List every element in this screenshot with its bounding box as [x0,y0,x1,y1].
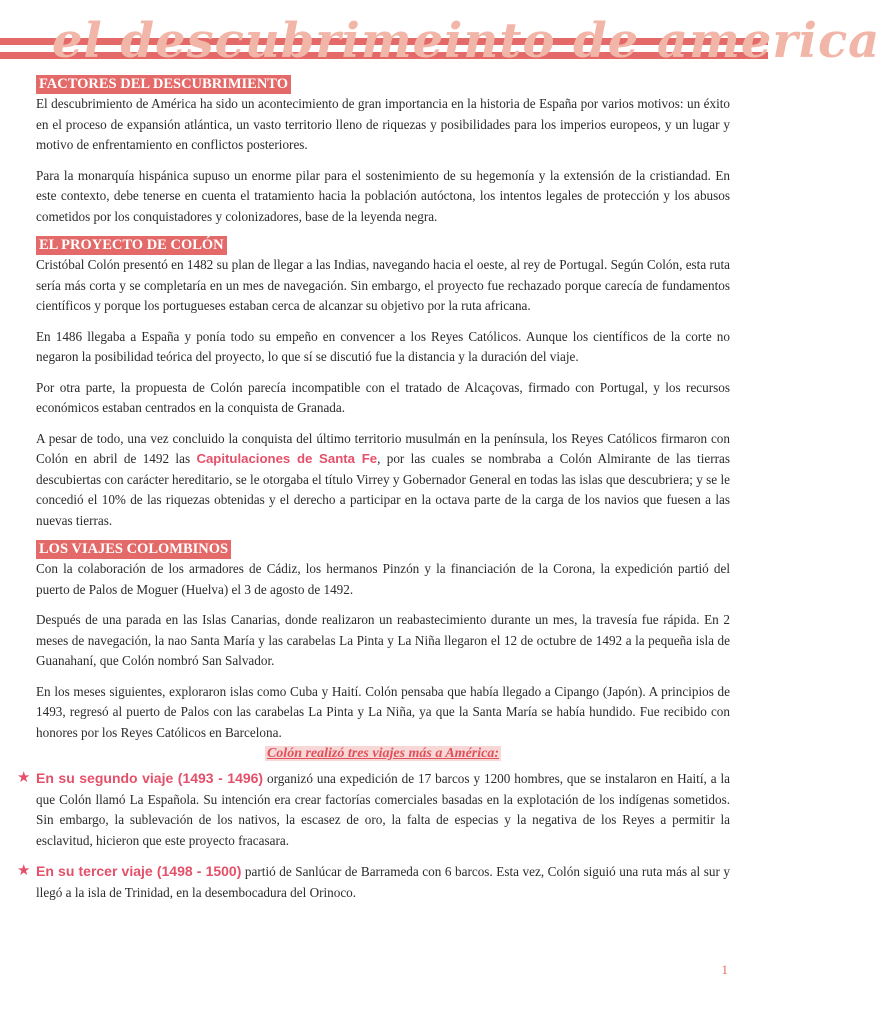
paragraph: Por otra parte, la propuesta de Colón parecía incompatible con el tratado de Alcaçovas, firmado con Portugal, y los recursos económicos estaban centrados en la conquista de Granada. [36,379,730,415]
section-heading-proyecto: EL PROYECTO DE COLÓN [36,236,227,255]
paragraph-text: , por las cuales se nombraba a Colón Almirante de las tierras descubiertas con carácter hereditario, se le otorgaba el título Virrey y Gobernador General en todas las islas que descubriera; y se le concedió el 10% de las riquezas obtenidas y el derecho a participar en la octava parte de la carga de los navios que fuesen a las nuevas tierras. [36,451,731,528]
page-number: 1 [721,962,728,977]
viajes-banner-text: Colón realizó tres viajes más a América: [266,746,500,761]
section-heading-factores: FACTORES DEL DESCUBRIMIENTO [36,75,291,94]
bullet-text: partió de Sanlúcar de Barrameda con 6 barcos. Esta vez, Colón siguió una ruta más al sur y llegó a la isla de Trinidad, en la desembocadura del Orinoco. [36,864,730,900]
paragraph: El descubrimiento de América ha sido un acontecimiento de gran importancia en la historia de España por varios motivos: un éxito en el proceso de expansión atlántica, un vasto territorio lleno de riquezas y posibilidades para los imperios europeos, y un lugar y motivo de enfrentamiento en conflictos posteriores. [36,96,730,152]
paragraph: Con la colaboración de los armadores de Cádiz, los hermanos Pinzón y la financiación de la Corona, la expedición partió del puerto de Palos de Moguer (Huelva) el 3 de agosto de 1492. [36,561,730,597]
bullet-item-segundo-viaje [17,768,731,851]
bullet-item-tercer-viaje [17,861,730,903]
document-title: el descubrimeinto de america [52,13,880,69]
paragraph: En los meses siguientes, exploraron islas como Cuba y Haití. Colón pensaba que había llegado a Cipango (Japón). A principios de 1493, regresó al puerto de Palos con las carabelas La Pinta y La Niña, ya que la Santa María se había hundido. Fue recibido con honores por los Reyes Católicos en Barcelona. [36,683,730,740]
title-band [0,0,880,76]
capitulaciones-highlight: Capitulaciones de Santa Fe [196,451,378,466]
section-heading-viajes: LOS VIAJES COLOMBINOS [36,540,231,559]
paragraph: Cristóbal Colón presentó en 1482 su plan de llegar a las Indias, navegando hacia el oeste, al rey de Portugal. Según Colón, esta ruta sería más corta y se completaría en un mes de navegación. Sin embargo, el proyecto fue rechazado porque carecía de fundamentos científicos y porque los portugueses estaban cerca de alcanzar su objetivo por la ruta africana. [36,257,730,313]
paragraph-capitulaciones [36,429,730,532]
viajes-banner [36,743,730,764]
paragraph: Después de una parada en las Islas Canarias, donde realizaron un reabastecimiento durante un mes, la travesía fue rápida. En 2 meses de navegación, la nao Santa María y las carabelas La Pinta y La Niña llegaron el 12 de octubre de 1492 a la pequeña isla de Guanahaní, que Colón nombró San Salvador. [36,612,730,668]
paragraph: En 1486 llegaba a España y ponía todo su empeño en convencer a los Reyes Católicos. Aunque los científicos de la corte no negaron la posibilidad teórica del proyecto, lo que sí se discutió fue la distancia y la duración del viaje. [36,328,730,364]
bullet-text: organizó una expedición de 17 barcos y 1200 hombres, que se instalaron en Haití, a la que Colón llamó La Española. Su intención era crear factorías comerciales basadas en la explotación de los indígenas sometidos. Sin embargo, la sublevación de los nativos, la escasez de oro, la falta de especias y la negativa de los Reyes a permitir la esclavitud, hicieron que este proyecto fracasara. [36,771,731,848]
bullet-lead: En su tercer viaje (1498 - 1500) [36,863,242,879]
star-icon: ★ [17,863,31,879]
paragraph: Para la monarquía hispánica supuso un enorme pilar para el sostenimiento de su hegemonía y la extensión de la cristiandad. En este contexto, debe tenerse en cuenta el tratamiento hacia la población autóctona, los intentos legales de protección y los abusos cometidos por los conquistadores y colonizadores, base de la leyenda negra. [36,167,730,224]
star-icon: ★ [17,770,31,786]
bullet-lead: En su segundo viaje (1493 - 1496) [36,770,264,786]
paragraph-text: A pesar de todo, una vez concluido la conquista del último territorio musulmán en la península, los Reyes Católicos firmaron con Colón en abril de 1492 las [36,430,730,466]
document-body [17,75,731,903]
